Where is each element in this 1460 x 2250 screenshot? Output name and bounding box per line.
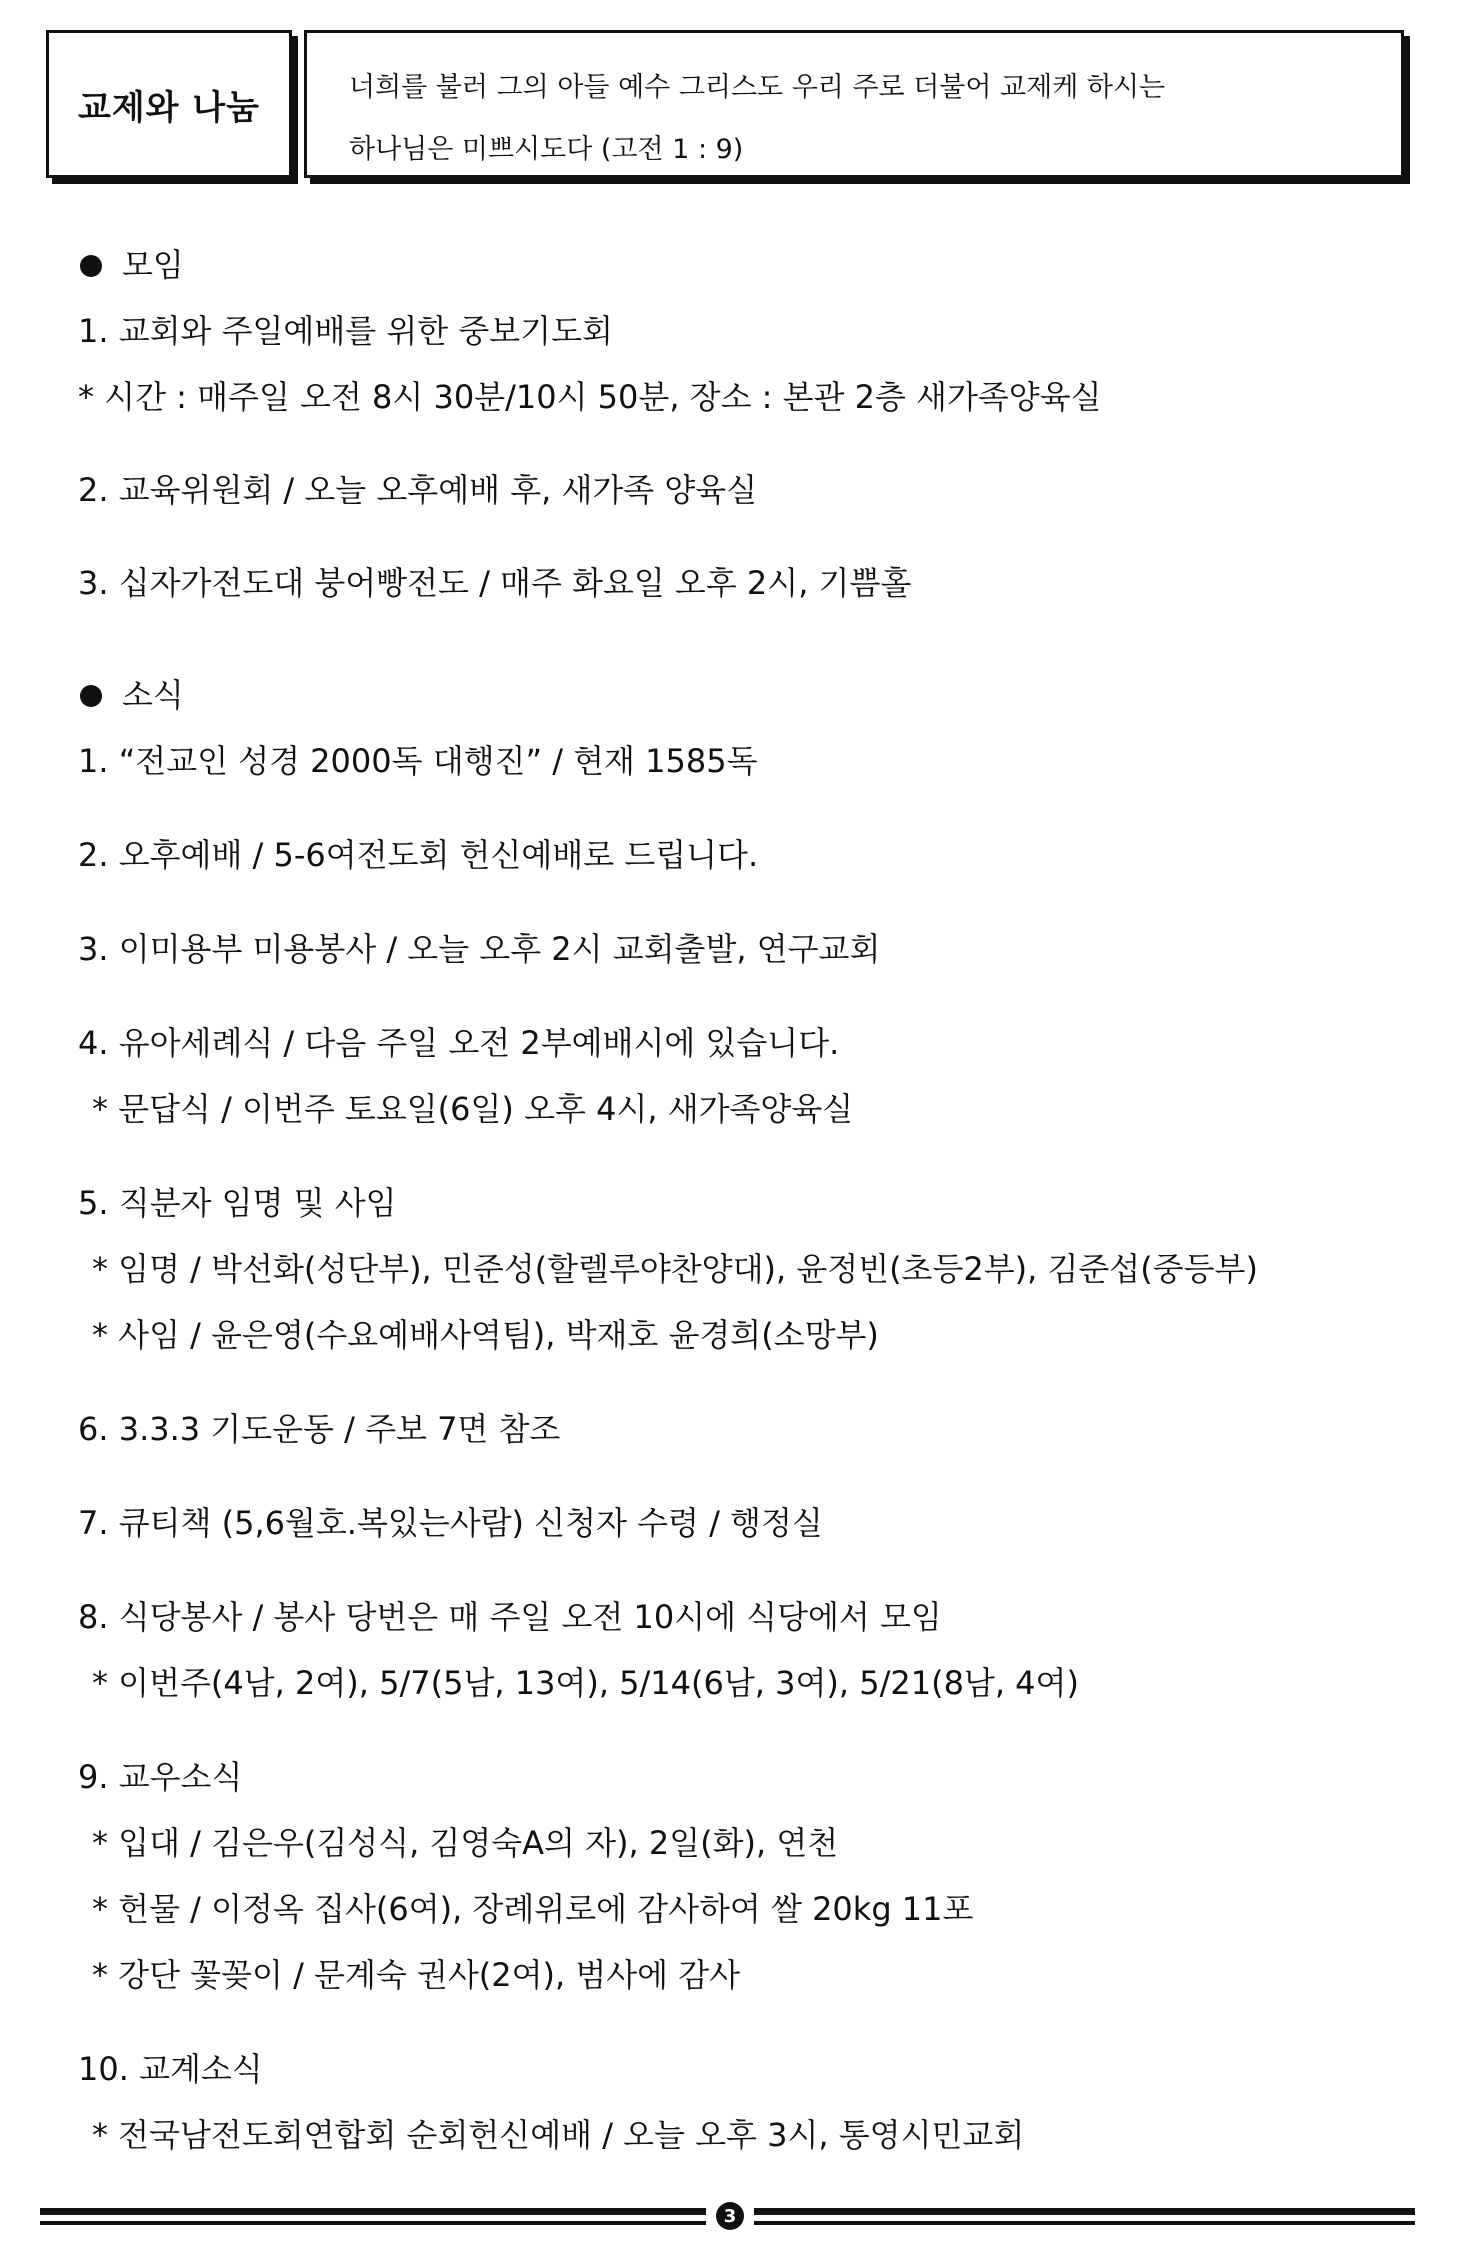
news-heading-label: 소식: [122, 676, 184, 714]
meetings-heading-label: 모임: [122, 246, 184, 284]
news-heading: [80, 670, 184, 716]
list-item: 3. 십자가전도대 붕어빵전도 / 매주 화요일 오후 2시, 기쁨홀: [78, 564, 912, 602]
verse-line: 하나님은 미쁘시도다 (고전 1 : 9): [349, 134, 744, 165]
list-item: 6. 3.3.3 기도운동 / 주보 7면 참조: [78, 1410, 561, 1448]
page-number: 3: [716, 2202, 744, 2230]
list-item: * 헌물 / 이정옥 집사(6여), 장례위로에 감사하여 쌀 20kg 11포: [92, 1890, 974, 1928]
list-item: 8. 식당봉사 / 봉사 당번은 매 주일 오전 10시에 식당에서 모임: [78, 1598, 942, 1636]
list-item: * 이번주(4남, 2여), 5/7(5남, 13여), 5/14(6남, 3여), 5/21(8남, 4여): [92, 1664, 1079, 1702]
list-item: 5. 직분자 임명 및 사임: [78, 1184, 397, 1222]
list-item: 10. 교계소식: [78, 2050, 263, 2088]
list-item: * 전국남전도회연합회 순회헌신예배 / 오늘 오후 3시, 통영시민교회: [92, 2116, 1025, 2154]
list-item: * 강단 꽃꽂이 / 문계숙 권사(2여), 범사에 감사: [92, 1956, 741, 1994]
bullet-icon: [80, 685, 102, 707]
list-item: 4. 유아세례식 / 다음 주일 오전 2부예배시에 있습니다.: [78, 1024, 840, 1062]
list-item: 1. “전교인 성경 2000독 대행진” / 현재 1585독: [78, 742, 758, 780]
list-item: * 시간 : 매주일 오전 8시 30분/10시 50분, 장소 : 본관 2층 새가족양육실: [78, 378, 1102, 416]
section-title-box: [46, 30, 292, 178]
list-item: * 문답식 / 이번주 토요일(6일) 오후 4시, 새가족양육실: [92, 1090, 854, 1128]
section-title: 교제와 나눔: [77, 87, 261, 128]
bible-verse-box: [304, 30, 1404, 178]
list-item: 1. 교회와 주일예배를 위한 중보기도회: [78, 312, 613, 350]
list-item: * 임명 / 박선화(성단부), 민준성(할렐루야찬양대), 윤정빈(초등2부), 김준섭(중등부): [92, 1250, 1258, 1288]
list-item: * 입대 / 김은우(김성식, 김영숙A의 자), 2일(화), 연천: [92, 1824, 839, 1862]
list-item: 9. 교우소식: [78, 1758, 243, 1796]
verse-line: 너희를 불러 그의 아들 예수 그리스도 우리 주로 더불어 교제케 하시는: [349, 72, 1166, 103]
list-item: 2. 오후예배 / 5-6여전도회 헌신예배로 드립니다.: [78, 836, 759, 874]
bullet-icon: [80, 255, 102, 277]
list-item: 2. 교육위원회 / 오늘 오후예배 후, 새가족 양육실: [78, 471, 758, 509]
list-item: * 사임 / 윤은영(수요예배사역팀), 박재호 윤경희(소망부): [92, 1316, 879, 1354]
list-item: 3. 이미용부 미용봉사 / 오늘 오후 2시 교회출발, 연구교회: [78, 930, 881, 968]
list-item: 7. 큐티책 (5,6월호.복있는사람) 신청자 수령 / 행정실: [78, 1504, 823, 1542]
meetings-heading: [80, 240, 184, 286]
